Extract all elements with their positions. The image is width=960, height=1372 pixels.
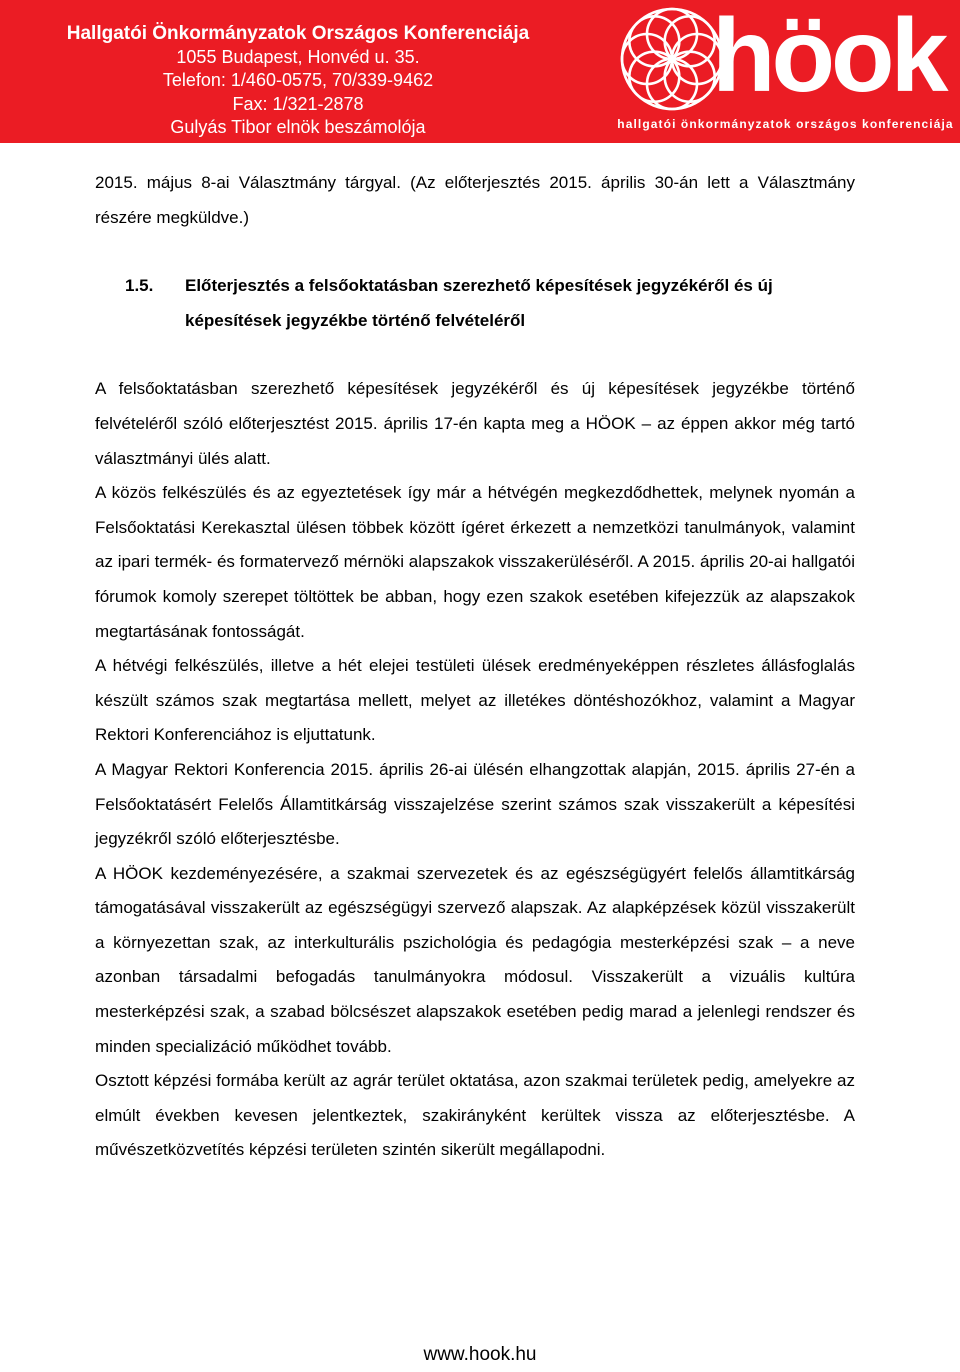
- body-paragraph: A felsőoktatásban szerezhető képesítések jegyzékéről és új képesítések jegyzékbe történő felvételéről szóló előterjesztést 2015. április 17-én kapta meg a HÖOK – az éppen akkor még tartó választmányi ülés alatt.: [95, 379, 855, 468]
- header-band: [0, 0, 960, 143]
- document-body: [95, 166, 855, 1168]
- footer-url: www.hook.hu: [423, 1344, 537, 1365]
- body-paragraph: A HÖOK kezdeményezésére, a szakmai szervezetek és az egészségügyért felelős államtitkárság támogatásával visszakerült az egészségügyi szervező alapszak. Az alapképzések közül visszakerült a környezettan szak, az interkulturális pszichológia és pedagógia mesterképzési szak – a neve azonban társadalmi befogadás tanulmányokra módosul. Visszakerült a vizuális kultúra mesterképzési szak, a szabad bölcsészet alapszakok esetében pedig marad a jelenlegi rendszer és minden specializáció működhet tovább.: [95, 863, 855, 1056]
- phone: Telefon: 1/460-0575, 70/339-9462: [162, 70, 434, 90]
- body-paragraph: A hétvégi felkészülés, illetve a hét elejei testületi ülések eredményeképpen részletes állásfoglalás készült számos szak megtartása mellett, melyet az illetékes döntéshozókhoz, valamint a Magyar Rektori Konferenciához is eljuttatunk.: [95, 656, 855, 745]
- body-paragraph: A közös felkészülés és az egyeztetések így már a hétvégén megkezdődhettek, melynek nyomán a Felsőoktatási Kerekasztal ülésen többek között ígéret érkezett a nemzetközi tanulmányok, valamint az ipari termék- és formatervező mérnöki alapszakok visszakerüléséről. A 2015. április 20-ai hallgatói fórumok komoly szerepet töltöttek be abban, hogy ezen szakok esetében kifejezzük az alapszakok megtartásának fontosságát.: [95, 483, 855, 641]
- fax: Fax: 1/321-2878: [232, 93, 364, 114]
- body-paragraph: A Magyar Rektori Konferencia 2015. április 26-ai ülésén elhangzottak alapján, 2015. április 27-én a Felsőoktatásért Felelős Államtitkárság visszajelzése szerint számos szak visszakerült a képesítési jegyzékről szóló előterjesztésbe.: [95, 759, 855, 849]
- header-contact-block: [33, 22, 563, 140]
- rosette-icon: [619, 6, 725, 112]
- organization-name: Hallgatói Önkormányzatok Országos Konferenciája: [66, 23, 530, 44]
- address: 1055 Budapest, Honvéd u. 35.: [176, 46, 420, 67]
- body-paragraph: Osztott képzési formába került az agrár terület oktatása, azon szakmai területek pedig, amelyekre az elmúlt években kevesen jelentkeztek, szakirányként kerültek vissza az előterjesztésbe. A művészetközvetítés képzési területen szintén sikerült megállapodni.: [95, 1071, 855, 1160]
- logo-tagline: hallgatói önkormányzatok országos konferenciája: [617, 117, 954, 131]
- hook-logo: [617, 2, 954, 142]
- section-heading: [95, 269, 855, 338]
- logo-wordmark: höok: [712, 0, 945, 114]
- report-title: Gulyás Tibor elnök beszámolója: [170, 117, 426, 137]
- section-number: 1.5.: [125, 276, 154, 296]
- section-title: Előterjesztés a felsőoktatásban szerezhető képesítések jegyzékéről és új képesítések jegyzékbe történő felvételéről: [185, 276, 773, 330]
- intro-paragraph: 2015. május 8-ai Választmány tárgyal. (Az előterjesztés 2015. április 30-án lett a Választmány részére megküldve.): [95, 173, 855, 227]
